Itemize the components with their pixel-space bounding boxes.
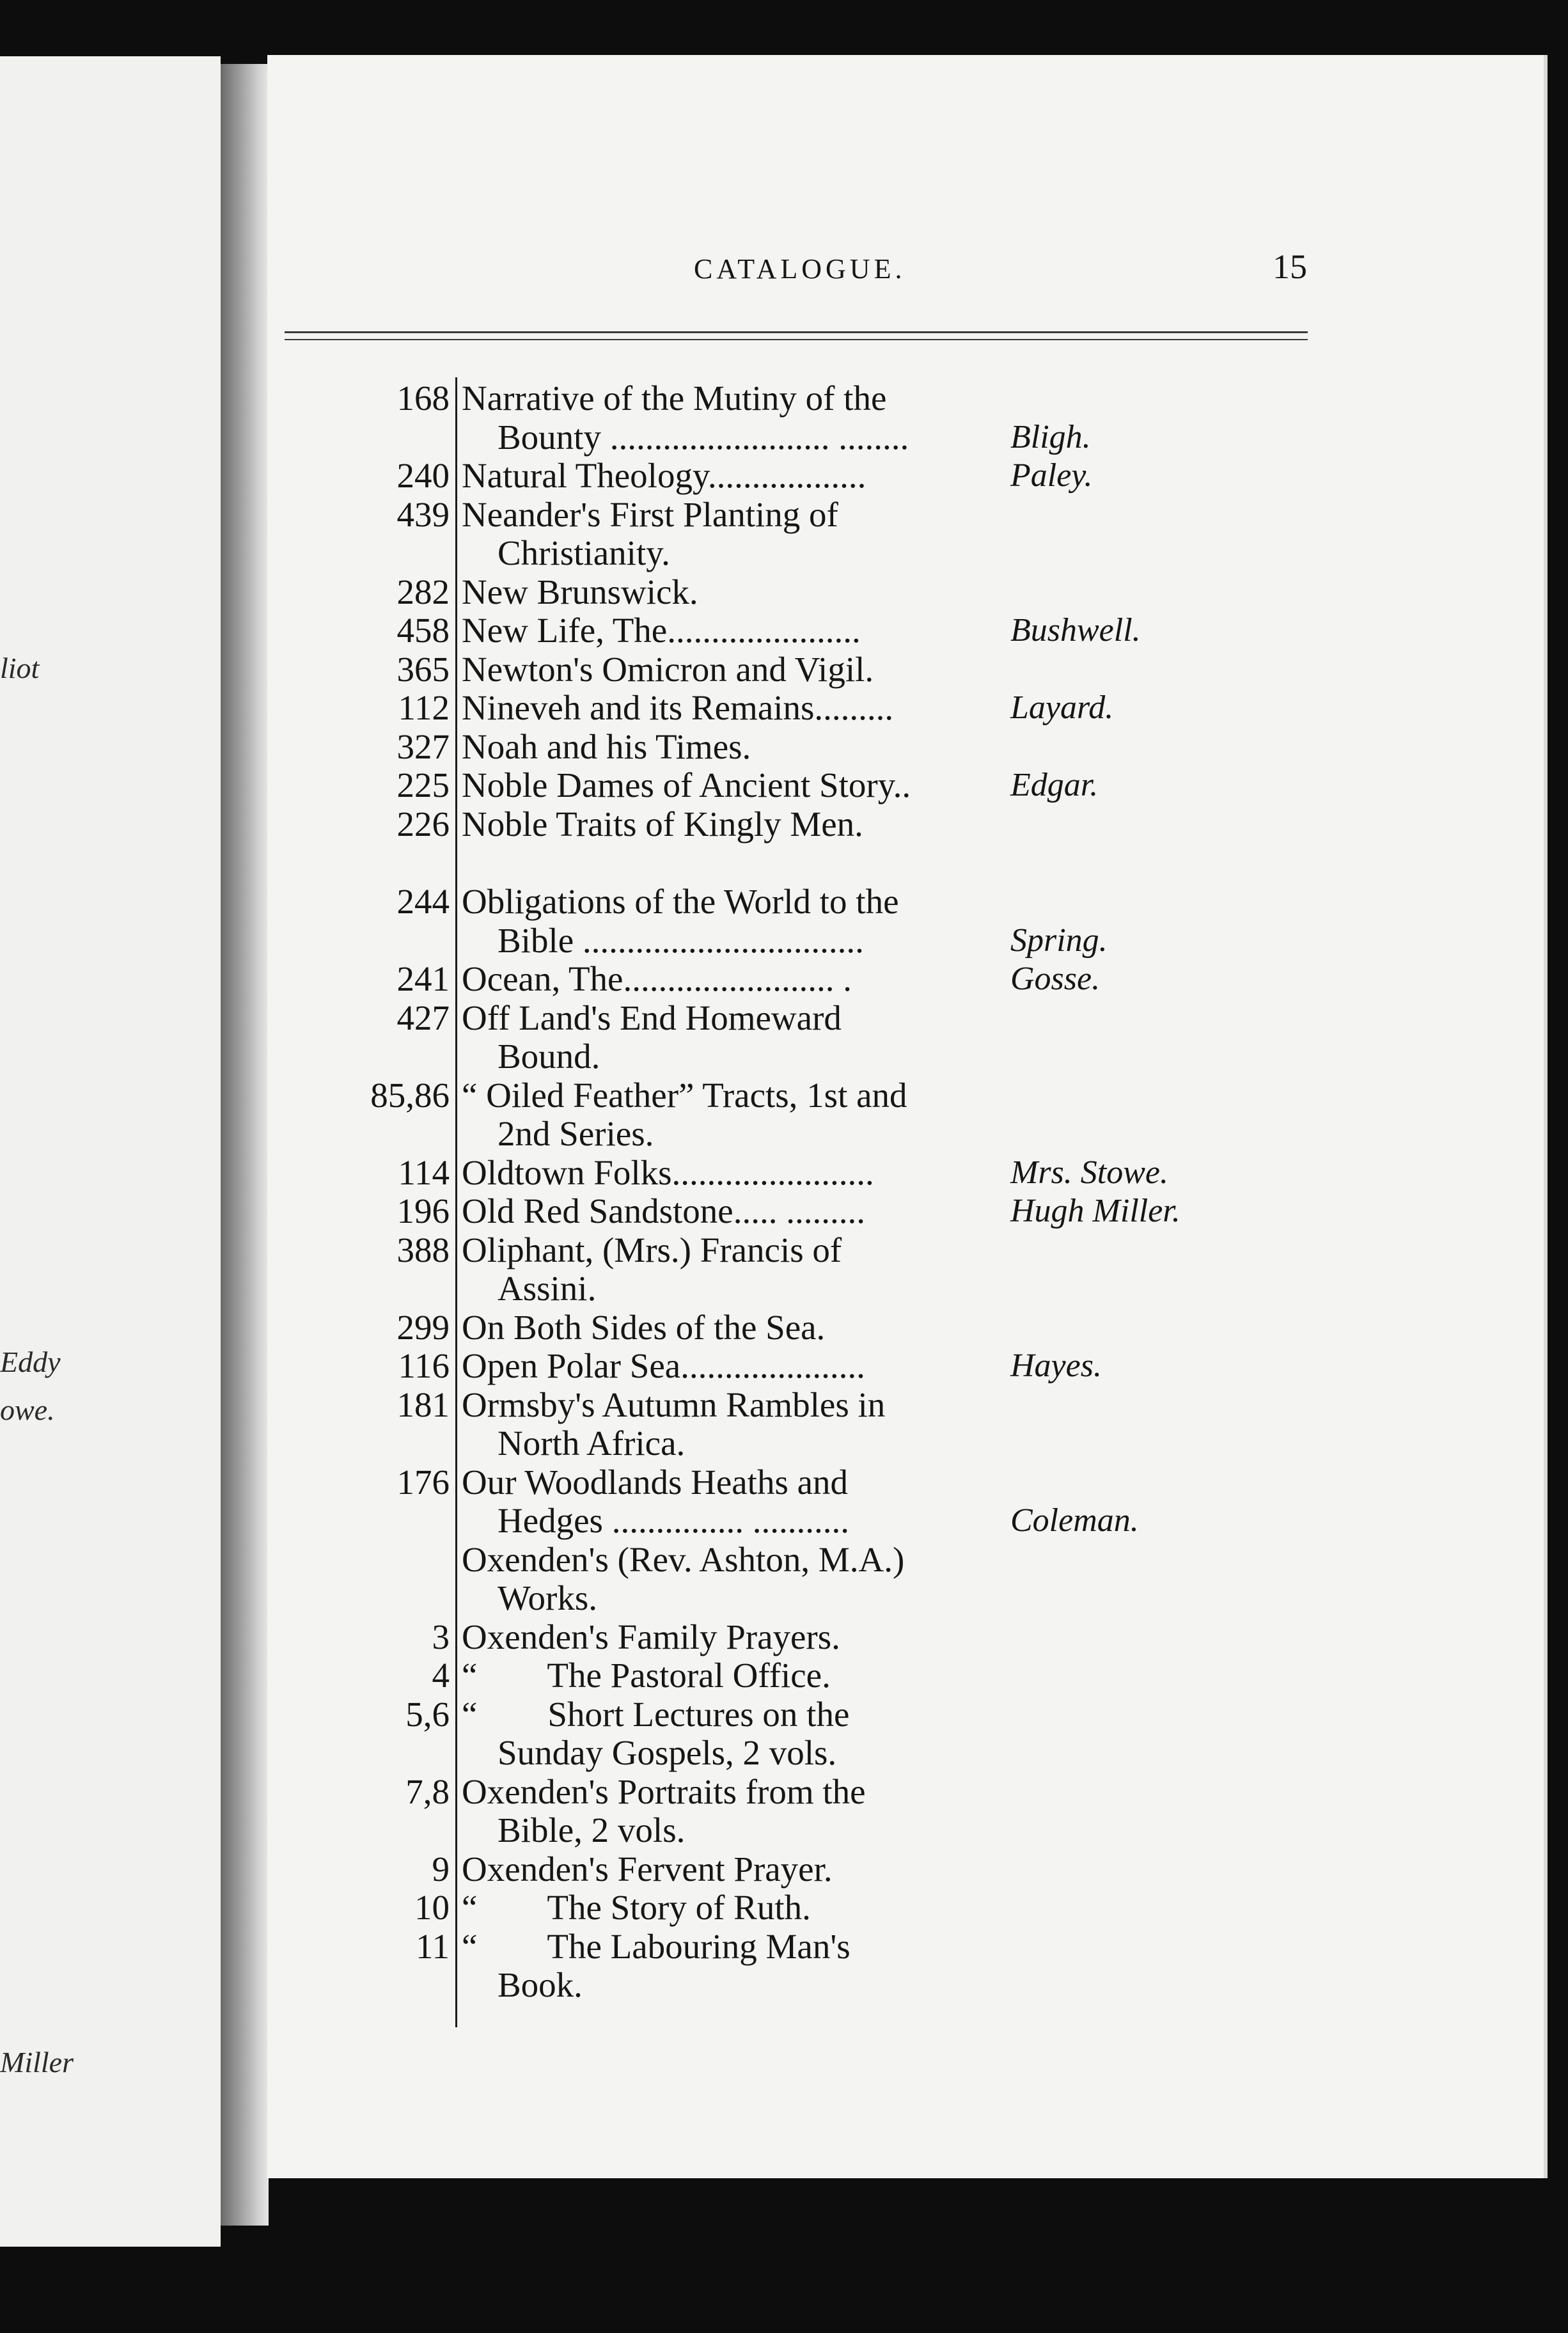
entry-number: 439 bbox=[396, 495, 450, 534]
entry-number: 168 bbox=[396, 379, 450, 418]
left-page-fragment: Eddy bbox=[0, 1346, 61, 1378]
catalogue-entry bbox=[0, 1191, 1317, 1230]
catalogue-entry bbox=[0, 1308, 1317, 1347]
entry-title: Neander's First Planting of bbox=[462, 495, 838, 534]
entry-author: Mrs. Stowe. bbox=[1010, 1154, 1168, 1191]
entry-title: Oxenden's Fervent Prayer. bbox=[462, 1850, 833, 1889]
entry-number: 116 bbox=[398, 1346, 450, 1385]
entry-number: 458 bbox=[396, 611, 450, 650]
entry-title: Bound. bbox=[498, 1037, 600, 1076]
catalogue-entry bbox=[0, 1733, 1317, 1772]
catalogue-entry bbox=[0, 1114, 1317, 1153]
catalogue-entry bbox=[0, 1656, 1317, 1695]
catalogue-entry bbox=[0, 1346, 1317, 1385]
entry-number: 241 bbox=[396, 959, 450, 998]
entry-title: Old Red Sandstone..... ......... bbox=[462, 1191, 865, 1230]
catalogue-entry bbox=[0, 1888, 1317, 1927]
entry-title: “ The Pastoral Office. bbox=[462, 1656, 831, 1695]
entry-number: 112 bbox=[398, 688, 450, 727]
catalogue-entry bbox=[0, 456, 1317, 495]
entry-title: Oliphant, (Mrs.) Francis of bbox=[462, 1230, 842, 1269]
entry-title: 2nd Series. bbox=[498, 1114, 654, 1153]
left-page-fragment: liot bbox=[0, 652, 40, 684]
entry-number: 85,86 bbox=[370, 1076, 450, 1115]
entry-title: Oxenden's (Rev. Ashton, M.A.) bbox=[462, 1540, 905, 1579]
entry-author: Hugh Miller. bbox=[1010, 1193, 1180, 1229]
entry-title: Oldtown Folks....................... bbox=[462, 1153, 874, 1192]
running-title: CATALOGUE. bbox=[694, 253, 906, 285]
entry-number: 244 bbox=[396, 882, 450, 921]
catalogue-entry bbox=[0, 1463, 1317, 1502]
catalogue-entry bbox=[0, 1617, 1317, 1656]
catalogue-entry bbox=[0, 1695, 1317, 1734]
catalogue-entry bbox=[0, 611, 1317, 650]
entry-number: 299 bbox=[396, 1308, 450, 1347]
catalogue-entry bbox=[0, 921, 1317, 960]
entry-title: Obligations of the World to the bbox=[462, 882, 899, 921]
catalogue-entry bbox=[0, 572, 1317, 611]
entry-title: Ormsby's Autumn Rambles in bbox=[462, 1385, 886, 1424]
catalogue-entry bbox=[0, 1424, 1317, 1463]
catalogue-entry bbox=[0, 495, 1317, 534]
catalogue-entry bbox=[0, 1076, 1317, 1115]
entry-title: Assini. bbox=[498, 1269, 597, 1308]
entry-number: 181 bbox=[396, 1385, 450, 1424]
entry-number: 365 bbox=[396, 650, 450, 689]
entry-title: “ The Story of Ruth. bbox=[462, 1888, 811, 1927]
entry-title: Bible ................................ bbox=[498, 921, 864, 960]
catalogue-entry bbox=[0, 1811, 1317, 1850]
entry-title: Hedges ............... ........... bbox=[498, 1501, 849, 1540]
entry-title: Bible, 2 vols. bbox=[498, 1811, 686, 1850]
catalogue-entry bbox=[0, 766, 1317, 805]
entry-title: New Brunswick. bbox=[462, 572, 698, 611]
entry-title: Christianity. bbox=[498, 533, 670, 572]
catalogue-entry bbox=[0, 1230, 1317, 1269]
catalogue-entry bbox=[0, 1850, 1317, 1889]
catalogue-entry bbox=[0, 650, 1317, 689]
entry-title: Book. bbox=[498, 1965, 583, 2004]
entry-title: Oxenden's Family Prayers. bbox=[462, 1617, 840, 1656]
catalogue-entry bbox=[0, 688, 1317, 727]
entry-title: Our Woodlands Heaths and bbox=[462, 1463, 849, 1502]
entry-author: Coleman. bbox=[1010, 1502, 1139, 1539]
left-page-fragment: owe. bbox=[0, 1394, 55, 1426]
entry-number: 388 bbox=[396, 1230, 450, 1269]
entry-author: Bligh. bbox=[1010, 419, 1091, 455]
catalogue-entry bbox=[0, 1965, 1317, 2004]
entry-title: “ Oiled Feather” Tracts, 1st and bbox=[462, 1076, 907, 1115]
entry-number: 176 bbox=[396, 1463, 450, 1502]
entry-number: 114 bbox=[398, 1153, 450, 1192]
entry-title: North Africa. bbox=[498, 1424, 686, 1463]
entry-title: Bounty ......................... ........ bbox=[498, 418, 909, 457]
entry-number: 3 bbox=[432, 1617, 450, 1656]
entry-number: 226 bbox=[396, 805, 450, 844]
entry-title: “ The Labouring Man's bbox=[462, 1927, 851, 1966]
catalogue-entry bbox=[0, 727, 1317, 766]
catalogue-entry bbox=[0, 805, 1317, 844]
entry-number: 10 bbox=[414, 1888, 450, 1927]
entry-title: Natural Theology.................. bbox=[462, 456, 866, 495]
entry-author: Paley. bbox=[1010, 457, 1093, 494]
catalogue-entry bbox=[0, 533, 1317, 572]
header-rule bbox=[285, 339, 1308, 340]
entry-number: 282 bbox=[396, 572, 450, 611]
entry-author: Gosse. bbox=[1010, 961, 1101, 997]
entry-title: Ocean, The........................ . bbox=[462, 959, 852, 998]
catalogue-entry bbox=[0, 418, 1317, 457]
entry-title: On Both Sides of the Sea. bbox=[462, 1308, 826, 1347]
entry-number: 427 bbox=[396, 998, 450, 1037]
catalogue-entry bbox=[0, 998, 1317, 1037]
catalogue-entry bbox=[0, 1153, 1317, 1192]
entry-title: “ Short Lectures on the bbox=[462, 1695, 850, 1734]
header-rule bbox=[285, 331, 1308, 333]
catalogue-entry bbox=[0, 1578, 1317, 1617]
entry-title: Oxenden's Portraits from the bbox=[462, 1772, 866, 1811]
catalogue-entry bbox=[0, 379, 1317, 418]
catalogue-entry bbox=[0, 959, 1317, 998]
entry-number: 11 bbox=[416, 1927, 450, 1966]
entry-title: Narrative of the Mutiny of the bbox=[462, 379, 887, 418]
entry-author: Hayes. bbox=[1010, 1347, 1102, 1384]
entry-number: 327 bbox=[396, 727, 450, 766]
entry-author: Spring. bbox=[1010, 922, 1108, 959]
entry-number: 7,8 bbox=[405, 1772, 450, 1811]
entry-number: 9 bbox=[432, 1850, 450, 1889]
entry-author: Layard. bbox=[1010, 689, 1114, 726]
entry-title: Noble Dames of Ancient Story.. bbox=[462, 766, 911, 805]
entry-number: 4 bbox=[432, 1656, 450, 1695]
catalogue-entry bbox=[0, 1772, 1317, 1811]
entry-title: Open Polar Sea..................... bbox=[462, 1346, 865, 1385]
entry-title: Newton's Omicron and Vigil. bbox=[462, 650, 874, 689]
catalogue-entry bbox=[0, 1269, 1317, 1308]
entry-title: Off Land's End Homeward bbox=[462, 998, 842, 1037]
entry-title: Nineveh and its Remains......... bbox=[462, 688, 894, 727]
entry-number: 5,6 bbox=[405, 1695, 450, 1734]
entry-title: Works. bbox=[498, 1578, 597, 1617]
entry-number: 225 bbox=[396, 766, 450, 805]
entry-title: New Life, The...................... bbox=[462, 611, 861, 650]
catalogue-entry bbox=[0, 1037, 1317, 1076]
entry-number: 196 bbox=[396, 1191, 450, 1230]
entry-number: 240 bbox=[396, 456, 450, 495]
entry-title: Noble Traits of Kingly Men. bbox=[462, 805, 863, 844]
catalogue-entry bbox=[0, 1927, 1317, 1966]
catalogue-entry bbox=[0, 1385, 1317, 1424]
entry-title: Sunday Gospels, 2 vols. bbox=[498, 1733, 837, 1772]
page-edge bbox=[1544, 55, 1548, 2178]
catalogue-entry bbox=[0, 1540, 1317, 1579]
left-page-fragment: Miller bbox=[0, 2046, 74, 2078]
entry-author: Bushwell. bbox=[1010, 612, 1141, 648]
page-number: 15 bbox=[1273, 247, 1307, 286]
catalogue-entry bbox=[0, 1501, 1317, 1540]
entry-title: Noah and his Times. bbox=[462, 727, 751, 766]
entry-author: Edgar. bbox=[1010, 767, 1099, 803]
catalogue-entry bbox=[0, 882, 1317, 921]
